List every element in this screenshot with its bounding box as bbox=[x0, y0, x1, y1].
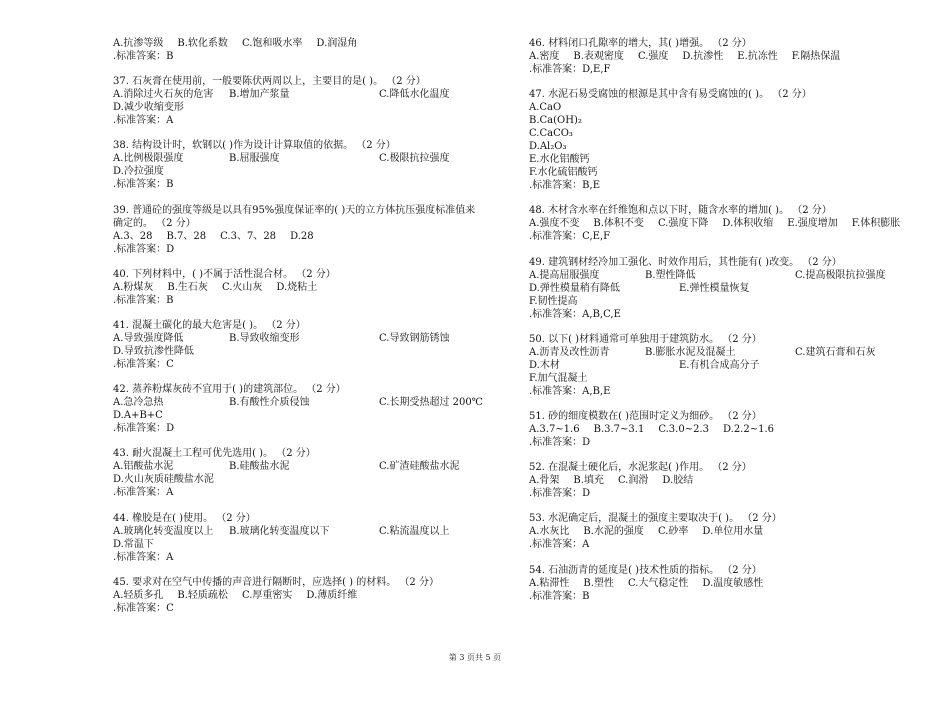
answer-option: D.冷拉强度 bbox=[113, 166, 164, 178]
answer-option: E.弹性模量恢复 bbox=[679, 282, 750, 294]
answer-option: F.体积膨胀 bbox=[851, 218, 901, 230]
question-stem: 43. 耐火混凝土工程可优先选用( )。 （2 分） bbox=[113, 448, 316, 460]
answer-option: F.加气混凝土 bbox=[529, 372, 588, 384]
answer-option: E.强度增加 bbox=[787, 218, 838, 230]
page-footer: 第 3 页共 5 页 bbox=[448, 653, 502, 662]
question-block bbox=[529, 256, 929, 321]
answer-option: D.胶结 bbox=[662, 475, 694, 487]
answer-option: B.生石灰 bbox=[167, 281, 208, 293]
standard-answer: .标准答案：B,E bbox=[529, 180, 601, 192]
question-block bbox=[113, 319, 513, 371]
question-stem: 38. 结构设计时，软钢以( )作为设计计算取值的依据。 （2 分） bbox=[113, 140, 396, 152]
answer-option: F.韧性提高 bbox=[529, 295, 578, 307]
answer-option: A.比例极限强度 bbox=[113, 153, 184, 165]
option-list bbox=[529, 269, 929, 308]
question-stem: 52. 在混凝土硬化后，水泥浆起( )作用。 （2 分） bbox=[529, 462, 752, 474]
answer-option: C.粘流温度以上 bbox=[379, 525, 450, 537]
standard-answer: .标准答案：A,B,C,E bbox=[529, 308, 621, 320]
answer-option: C.大气稳定性 bbox=[627, 577, 689, 589]
answer-option: B.水泥的强度 bbox=[583, 526, 644, 538]
option-list bbox=[113, 589, 513, 602]
answer-option: D.常温下 bbox=[113, 538, 154, 550]
question-block bbox=[113, 512, 513, 564]
answer-option: A.导致强度降低 bbox=[113, 332, 184, 344]
answer-option: B.硅酸盐水泥 bbox=[229, 461, 290, 473]
right-column bbox=[529, 37, 929, 615]
standard-answer: .标准答案：D bbox=[529, 436, 591, 448]
answer-option: A.消除过火石灰的危害 bbox=[113, 89, 214, 101]
answer-option: C.砂率 bbox=[657, 526, 689, 538]
answer-option: D.Al₂O₃ bbox=[529, 141, 567, 153]
standard-answer: .标准答案：A bbox=[113, 487, 174, 499]
answer-option: D.润湿角 bbox=[316, 38, 358, 49]
standard-answer: .标准答案：B bbox=[113, 179, 174, 191]
question-block bbox=[113, 37, 513, 63]
option-list bbox=[113, 230, 513, 243]
answer-option: A.水灰比 bbox=[529, 526, 570, 538]
answer-option: A.3、28 bbox=[113, 230, 153, 242]
answer-option: D.A+B+C bbox=[113, 410, 163, 422]
answer-option: B.体积不变 bbox=[593, 218, 644, 230]
answer-option: A.抗渗等级 bbox=[113, 38, 164, 49]
question-block bbox=[529, 410, 929, 449]
answer-option: D.温度敏感性 bbox=[702, 577, 764, 589]
answer-option: C.提高极限抗拉强度 bbox=[795, 269, 886, 281]
option-list bbox=[529, 50, 929, 63]
answer-option: D.抗渗性 bbox=[682, 51, 724, 62]
answer-option: C.饱和吸水率 bbox=[241, 38, 303, 49]
answer-option: B.玻璃化转变温度以下 bbox=[229, 525, 330, 537]
answer-option: B.Ca(OH)₂ bbox=[529, 115, 582, 127]
question-stem-continued: 确定的。 （2 分） bbox=[113, 217, 196, 229]
question-stem: 45. 要求对在空气中传播的声音进行隔断时，应选择( ) 的材料。 （2 分） bbox=[113, 576, 439, 588]
answer-option: E.水化铝酸钙 bbox=[529, 154, 590, 166]
answer-option: C.润滑 bbox=[617, 475, 649, 487]
question-block bbox=[529, 37, 929, 76]
standard-answer: .标准答案：A bbox=[113, 551, 174, 563]
question-block bbox=[529, 88, 929, 192]
answer-option: A.铝酸盐水泥 bbox=[113, 461, 174, 473]
standard-answer: .标准答案：A,B,E bbox=[529, 385, 611, 397]
answer-option: A.轻质多孔 bbox=[113, 589, 164, 601]
question-stem: 42. 蒸养粉煤灰砖不宜用于( )的建筑部位。 （2 分） bbox=[113, 384, 346, 396]
option-list bbox=[529, 346, 929, 385]
option-list bbox=[113, 460, 513, 486]
question-stem: 51. 砂的细度模数在( )范围时定义为细砂。 （2 分） bbox=[529, 410, 762, 422]
answer-option: A.CaO bbox=[529, 102, 562, 114]
option-list bbox=[529, 217, 929, 230]
answer-option: D.木材 bbox=[529, 359, 560, 371]
answer-option: B.轻质疏松 bbox=[177, 589, 228, 601]
answer-option: D.火山灰质硅酸盐水泥 bbox=[113, 474, 214, 486]
question-block bbox=[113, 204, 513, 256]
question-stem: 50. 以下( )材料通常可单独用于建筑防水。 （2 分） bbox=[529, 333, 762, 345]
standard-answer: .标准答案：D bbox=[113, 243, 175, 255]
option-list bbox=[529, 101, 929, 179]
answer-option: D.导致抗渗性降低 bbox=[113, 345, 194, 357]
answer-option: B.导致收缩变形 bbox=[229, 332, 300, 344]
answer-option: B.填充 bbox=[573, 475, 604, 487]
question-block bbox=[113, 268, 513, 307]
standard-answer: .标准答案：D bbox=[529, 488, 591, 500]
answer-option: D.减少收缩变形 bbox=[113, 102, 184, 114]
option-list bbox=[113, 88, 513, 114]
answer-option: C.3、7、28 bbox=[220, 230, 277, 242]
answer-option: B.7、28 bbox=[166, 230, 207, 242]
answer-option: D.28 bbox=[290, 230, 314, 242]
question-stem: 53. 水泥确定后，混凝土的强度主要取决于( )。 （2 分） bbox=[529, 513, 782, 525]
answer-option: E.有机合成高分子 bbox=[679, 359, 760, 371]
option-list bbox=[529, 577, 929, 590]
answer-option: C.降低水化温度 bbox=[379, 89, 450, 101]
question-block bbox=[529, 333, 929, 398]
answer-option: A.粘滞性 bbox=[529, 577, 570, 589]
answer-option: C.火山灰 bbox=[221, 281, 263, 293]
question-block bbox=[529, 564, 929, 603]
standard-answer: .标准答案：D,E,F bbox=[529, 64, 611, 75]
question-block bbox=[113, 383, 513, 435]
answer-option: C.3.0~2.3 bbox=[658, 423, 709, 435]
standard-answer: .标准答案：A bbox=[113, 115, 174, 127]
standard-answer: .标准答案：A bbox=[529, 539, 590, 551]
answer-option: B.膨胀水泥及混凝土 bbox=[645, 346, 736, 358]
option-list bbox=[113, 281, 513, 294]
question-block bbox=[529, 512, 929, 551]
answer-option: A.强度不变 bbox=[529, 218, 580, 230]
standard-answer: .标准答案：C bbox=[113, 602, 174, 614]
answer-option: C.厚重密实 bbox=[241, 589, 293, 601]
standard-answer: .标准答案：B bbox=[113, 294, 174, 306]
option-list bbox=[529, 423, 929, 436]
option-list bbox=[113, 332, 513, 358]
option-list bbox=[113, 525, 513, 551]
question-stem: 47. 水泥石易受腐蚀的根源是其中含有易受腐蚀的( )。 （2 分） bbox=[529, 89, 812, 101]
option-list bbox=[113, 396, 513, 422]
answer-option: C.矿渣硅酸盐水泥 bbox=[379, 461, 460, 473]
question-block bbox=[113, 447, 513, 499]
standard-answer: .标准答案：C,E,F bbox=[529, 231, 611, 243]
answer-option: F.水化硫铝酸钙 bbox=[529, 167, 598, 179]
question-block bbox=[529, 204, 929, 243]
answer-option: D.体积收缩 bbox=[722, 218, 774, 230]
option-list bbox=[529, 525, 929, 538]
question-stem: 41. 混凝土碳化的最大危害是( )。 （2 分） bbox=[113, 319, 306, 331]
answer-option: A.粉煤灰 bbox=[113, 281, 154, 293]
answer-option: B.塑性降低 bbox=[645, 269, 696, 281]
answer-option: C.导致钢筋锈蚀 bbox=[379, 332, 450, 344]
answer-option: C.CaCO₃ bbox=[529, 128, 573, 140]
standard-answer: .标准答案：B bbox=[529, 590, 590, 602]
answer-option: B.塑性 bbox=[583, 577, 614, 589]
question-stem: 46. 材料闭口孔隙率的增大，其( )增强。 （2 分） bbox=[529, 38, 752, 49]
question-stem: 49. 建筑钢材经冷加工强化、时效作用后，其性能有( )改变。 （2 分） bbox=[529, 256, 842, 268]
answer-option: D.烧粘土 bbox=[276, 281, 318, 293]
answer-option: B.屈服强度 bbox=[229, 153, 280, 165]
standard-answer: .标准答案：C bbox=[113, 358, 174, 370]
question-block bbox=[529, 461, 929, 500]
question-stem: 44. 橡胶是在( )使用。 （2 分） bbox=[113, 512, 256, 524]
answer-option: B.3.7~3.1 bbox=[593, 423, 645, 435]
answer-option: E.抗冻性 bbox=[737, 51, 778, 62]
answer-option: A.骨架 bbox=[529, 475, 560, 487]
option-list bbox=[529, 474, 929, 487]
standard-answer: .标准答案：D bbox=[113, 423, 175, 435]
answer-option: A.提高屈服强度 bbox=[529, 269, 600, 281]
question-stem: 40. 下列材料中，( )不属于活性混合材。 （2 分） bbox=[113, 268, 336, 280]
answer-option: A.玻璃化转变温度以上 bbox=[113, 525, 214, 537]
answer-option: C.建筑石膏和石灰 bbox=[795, 346, 876, 358]
answer-option: B.增加产浆量 bbox=[229, 89, 290, 101]
answer-option: C.长期受热超过 200℃ bbox=[379, 397, 483, 409]
answer-option: C.极限抗拉强度 bbox=[379, 153, 450, 165]
question-block bbox=[113, 75, 513, 127]
question-block bbox=[113, 576, 513, 615]
answer-option: B.有酸性介质侵蚀 bbox=[229, 397, 310, 409]
question-stem: 48. 木材含水率在纤维饱和点以下时，随含水率的增加( )。 （2 分） bbox=[529, 205, 832, 217]
answer-option: A.急冷急热 bbox=[113, 397, 164, 409]
answer-option: F.隔热保温 bbox=[791, 51, 841, 62]
question-stem: 39. 普通砼的强度等级是以具有95%强度保证率的( )天的立方体抗压强度标准值来 bbox=[113, 204, 476, 216]
answer-option: B.表观密度 bbox=[573, 51, 624, 62]
answer-option: D.单位用水量 bbox=[702, 526, 764, 538]
answer-option: D.弹性模量稍有降低 bbox=[529, 282, 620, 294]
left-column bbox=[113, 37, 513, 627]
question-block bbox=[113, 139, 513, 191]
answer-option: A.3.7~1.6 bbox=[529, 423, 580, 435]
answer-option: A.密度 bbox=[529, 51, 560, 62]
answer-option: A.沥青及改性沥青 bbox=[529, 346, 610, 358]
standard-answer: .标准答案：B bbox=[113, 51, 174, 62]
answer-option: C.强度 bbox=[637, 51, 669, 62]
question-stem: 37. 石灰膏在使用前，一般要陈伏两周以上，主要目的是( )。 （2 分） bbox=[113, 76, 426, 88]
answer-option: B.软化系数 bbox=[177, 38, 228, 49]
answer-option: D.薄质纤维 bbox=[306, 589, 358, 601]
option-list bbox=[113, 152, 513, 178]
answer-option: D.2.2~1.6 bbox=[722, 423, 775, 435]
question-stem: 54. 石油沥青的延度是( )技术性质的指标。 （2 分） bbox=[529, 564, 762, 576]
answer-option: C.强度下降 bbox=[657, 218, 709, 230]
option-list bbox=[113, 37, 513, 50]
